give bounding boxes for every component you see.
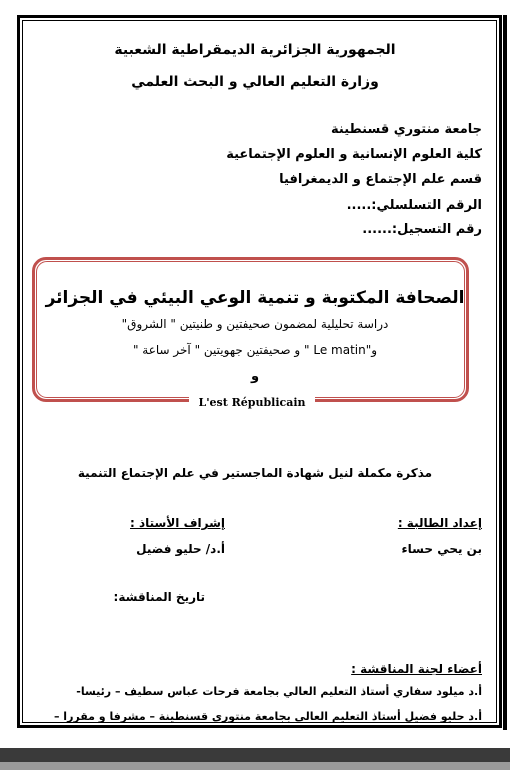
newspaper-name-lest: L'est Républicain [189, 396, 315, 409]
student-name: بن يحي حساء [401, 542, 482, 556]
prepared-by-label: إعداد الطالبة : [397, 516, 482, 530]
university-name: جامعة منتوري قسنطينة [331, 122, 482, 137]
discussion-date-label: تاريخ المناقشة: [113, 590, 205, 604]
memo-description: مذكرة مكملة لنيل شهادة الماجستير في علم الإجتماع التنمية [77, 466, 433, 480]
footer-bar-light [0, 762, 510, 770]
thesis-title: الصحافة المكتوبة و تنمية الوعي البيئي في الجزائر [45, 288, 465, 308]
thesis-subtitle-conjunction: و [250, 369, 260, 384]
supervisor-name: أ.د/ حليو فضيل [136, 542, 225, 556]
thesis-subtitle-line1: دراسة تحليلية لمضمون صحيفتين و طنيتين " الشروق" [121, 317, 389, 331]
supervisor-label: إشراف الأستاذ : [130, 516, 225, 530]
jury-member: أ.د حليو فضيل أستاذ التعليم العالي بجامعة منتوري قسنطينة – مشرفا و مقررا – [53, 710, 482, 723]
ministry-header: وزارة التعليم العالي و البحث العلمي [131, 74, 379, 90]
department-name: قسم علم الإجتماع و الديمغرافيا [279, 172, 482, 187]
thesis-subtitle-line2: و"Le matin " و صحيفتين جهويتين " آخر ساعة " [132, 343, 378, 357]
faculty-name: كلية العلوم الإنسانية و العلوم الإجتماعية [226, 147, 482, 162]
registration-number-label: رقم التسجيل:...... [362, 222, 482, 237]
footer-bar-dark [0, 748, 510, 762]
republic-header: الجمهورية الجزائرية الديمقراطية الشعبية [114, 42, 396, 58]
jury-member: أ.د ميلود سفاري أستاذ التعليم العالي بجامعة فرحات عباس سطيف – رئيسا- [76, 685, 482, 698]
jury-label: أعضاء لجنة المناقشة : [351, 662, 482, 676]
serial-number-label: الرقم التسلسلي:..... [346, 198, 482, 213]
